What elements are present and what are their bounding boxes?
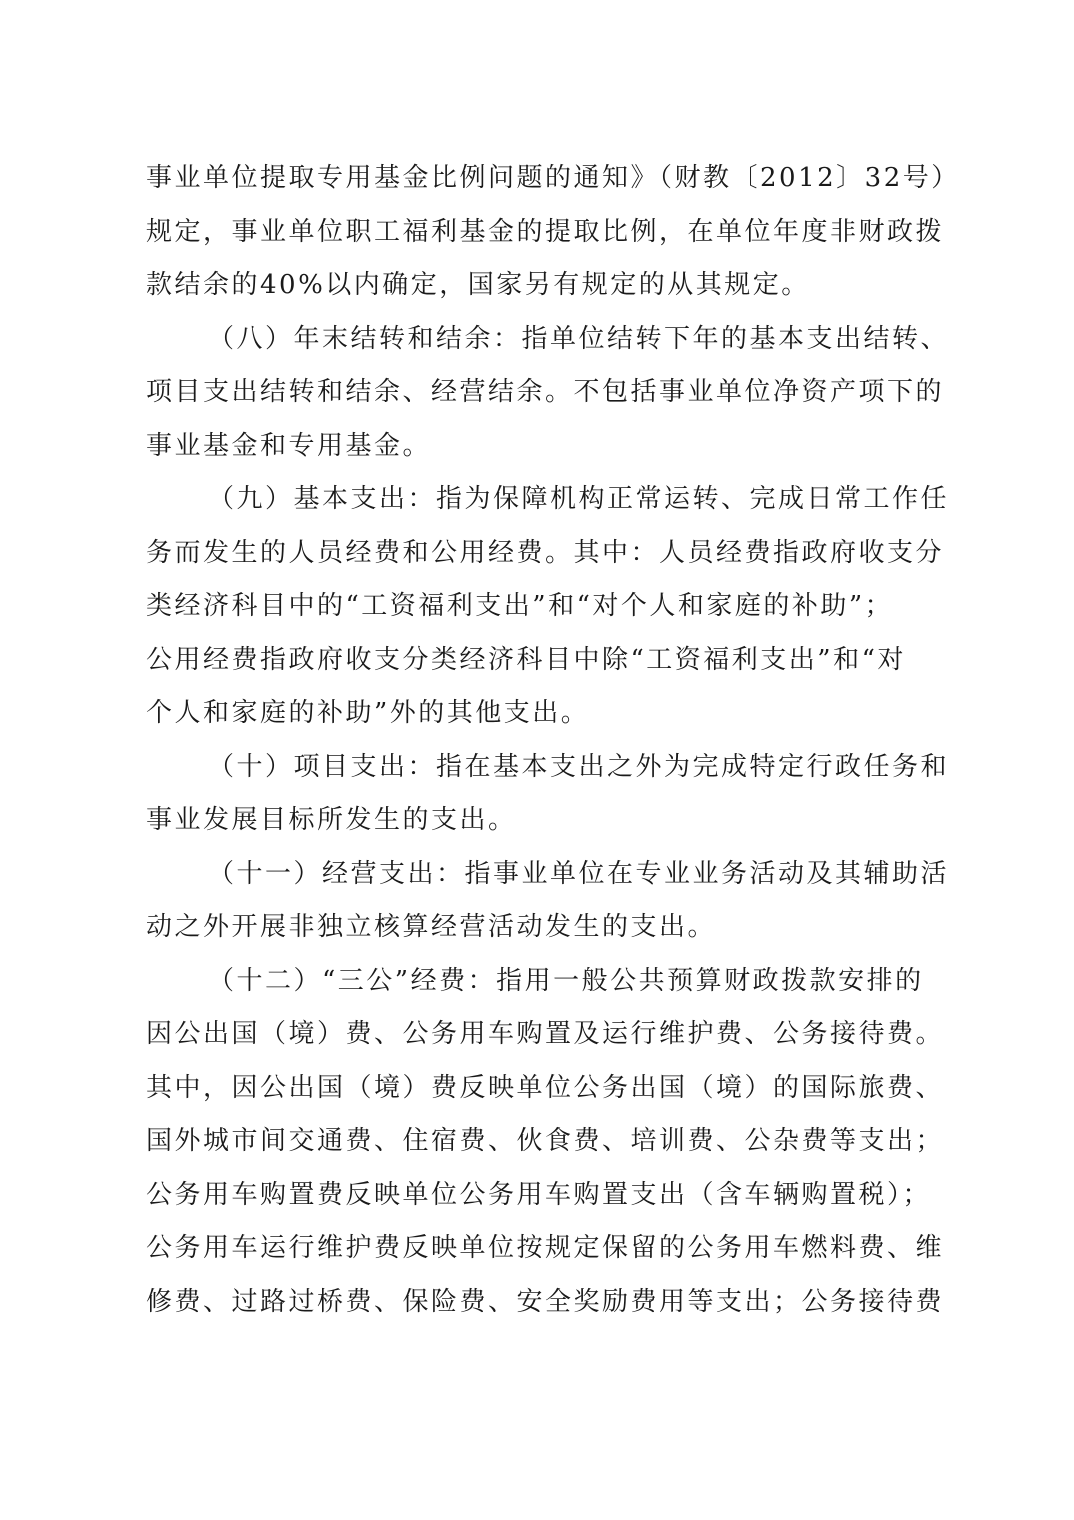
text-line: 事业单位提取专用基金比例问题的通知》（财教〔2012〕32号） bbox=[146, 163, 960, 193]
section-9-heading-line: （九）基本支出：指为保障机构正常运转、完成日常工作任 bbox=[208, 484, 950, 514]
text-line: 规定，事业单位职工福利基金的提取比例，在单位年度非财政拨 bbox=[146, 216, 945, 247]
section-8-heading-line: （八）年末结转和结余：指单位结转下年的基本支出结转、 bbox=[208, 323, 950, 354]
text-line: 事业发展目标所发生的支出。 bbox=[146, 805, 517, 835]
text-line: 因公出国（境）费、公务用车购置及运行维护费、公务接待费。 bbox=[146, 1019, 945, 1049]
section-11-heading-line: （十一）经营支出：指事业单位在专业业务活动及其辅助活 bbox=[208, 858, 950, 889]
body-text bbox=[146, 152, 960, 1329]
text-line: 国外城市间交通费、住宿费、伙食费、培训费、公杂费等支出； bbox=[146, 1126, 945, 1156]
text-line: 款结余的40%以内确定，国家另有规定的从其规定。 bbox=[146, 270, 810, 300]
text-line: 事业基金和专用基金。 bbox=[146, 430, 432, 461]
text-line: 其中，因公出国（境）费反映单位公务出国（境）的国际旅费、 bbox=[146, 1072, 945, 1103]
text-line: 动之外开展非独立核算经营活动发生的支出。 bbox=[146, 912, 717, 942]
text-line: 类经济科目中的“工资福利支出”和“对个人和家庭的补助”； bbox=[146, 591, 894, 621]
text-line: 个人和家庭的补助”外的其他支出。 bbox=[146, 698, 590, 728]
text-line: 项目支出结转和结余、经营结余。不包括事业单位净资产项下的 bbox=[146, 377, 945, 407]
text-line: 务而发生的人员经费和公用经费。其中：人员经费指政府收支分 bbox=[146, 537, 945, 568]
section-10-heading-line: （十）项目支出：指在基本支出之外为完成特定行政任务和 bbox=[208, 751, 950, 782]
text-line: 公务用车购置费反映单位公务用车购置支出（含车辆购置税）； bbox=[146, 1179, 932, 1210]
text-line: 修费、过路过桥费、保险费、安全奖励费用等支出；公务接待费 bbox=[146, 1286, 945, 1317]
section-12-heading-line: （十二）“三公”经费：指用一般公共预算财政拨款安排的 bbox=[208, 965, 924, 996]
text-line: 公务用车运行维护费反映单位按规定保留的公务用车燃料费、维 bbox=[146, 1233, 945, 1263]
text-line: 公用经费指政府收支分类经济科目中除“工资福利支出”和“对 bbox=[146, 644, 906, 675]
